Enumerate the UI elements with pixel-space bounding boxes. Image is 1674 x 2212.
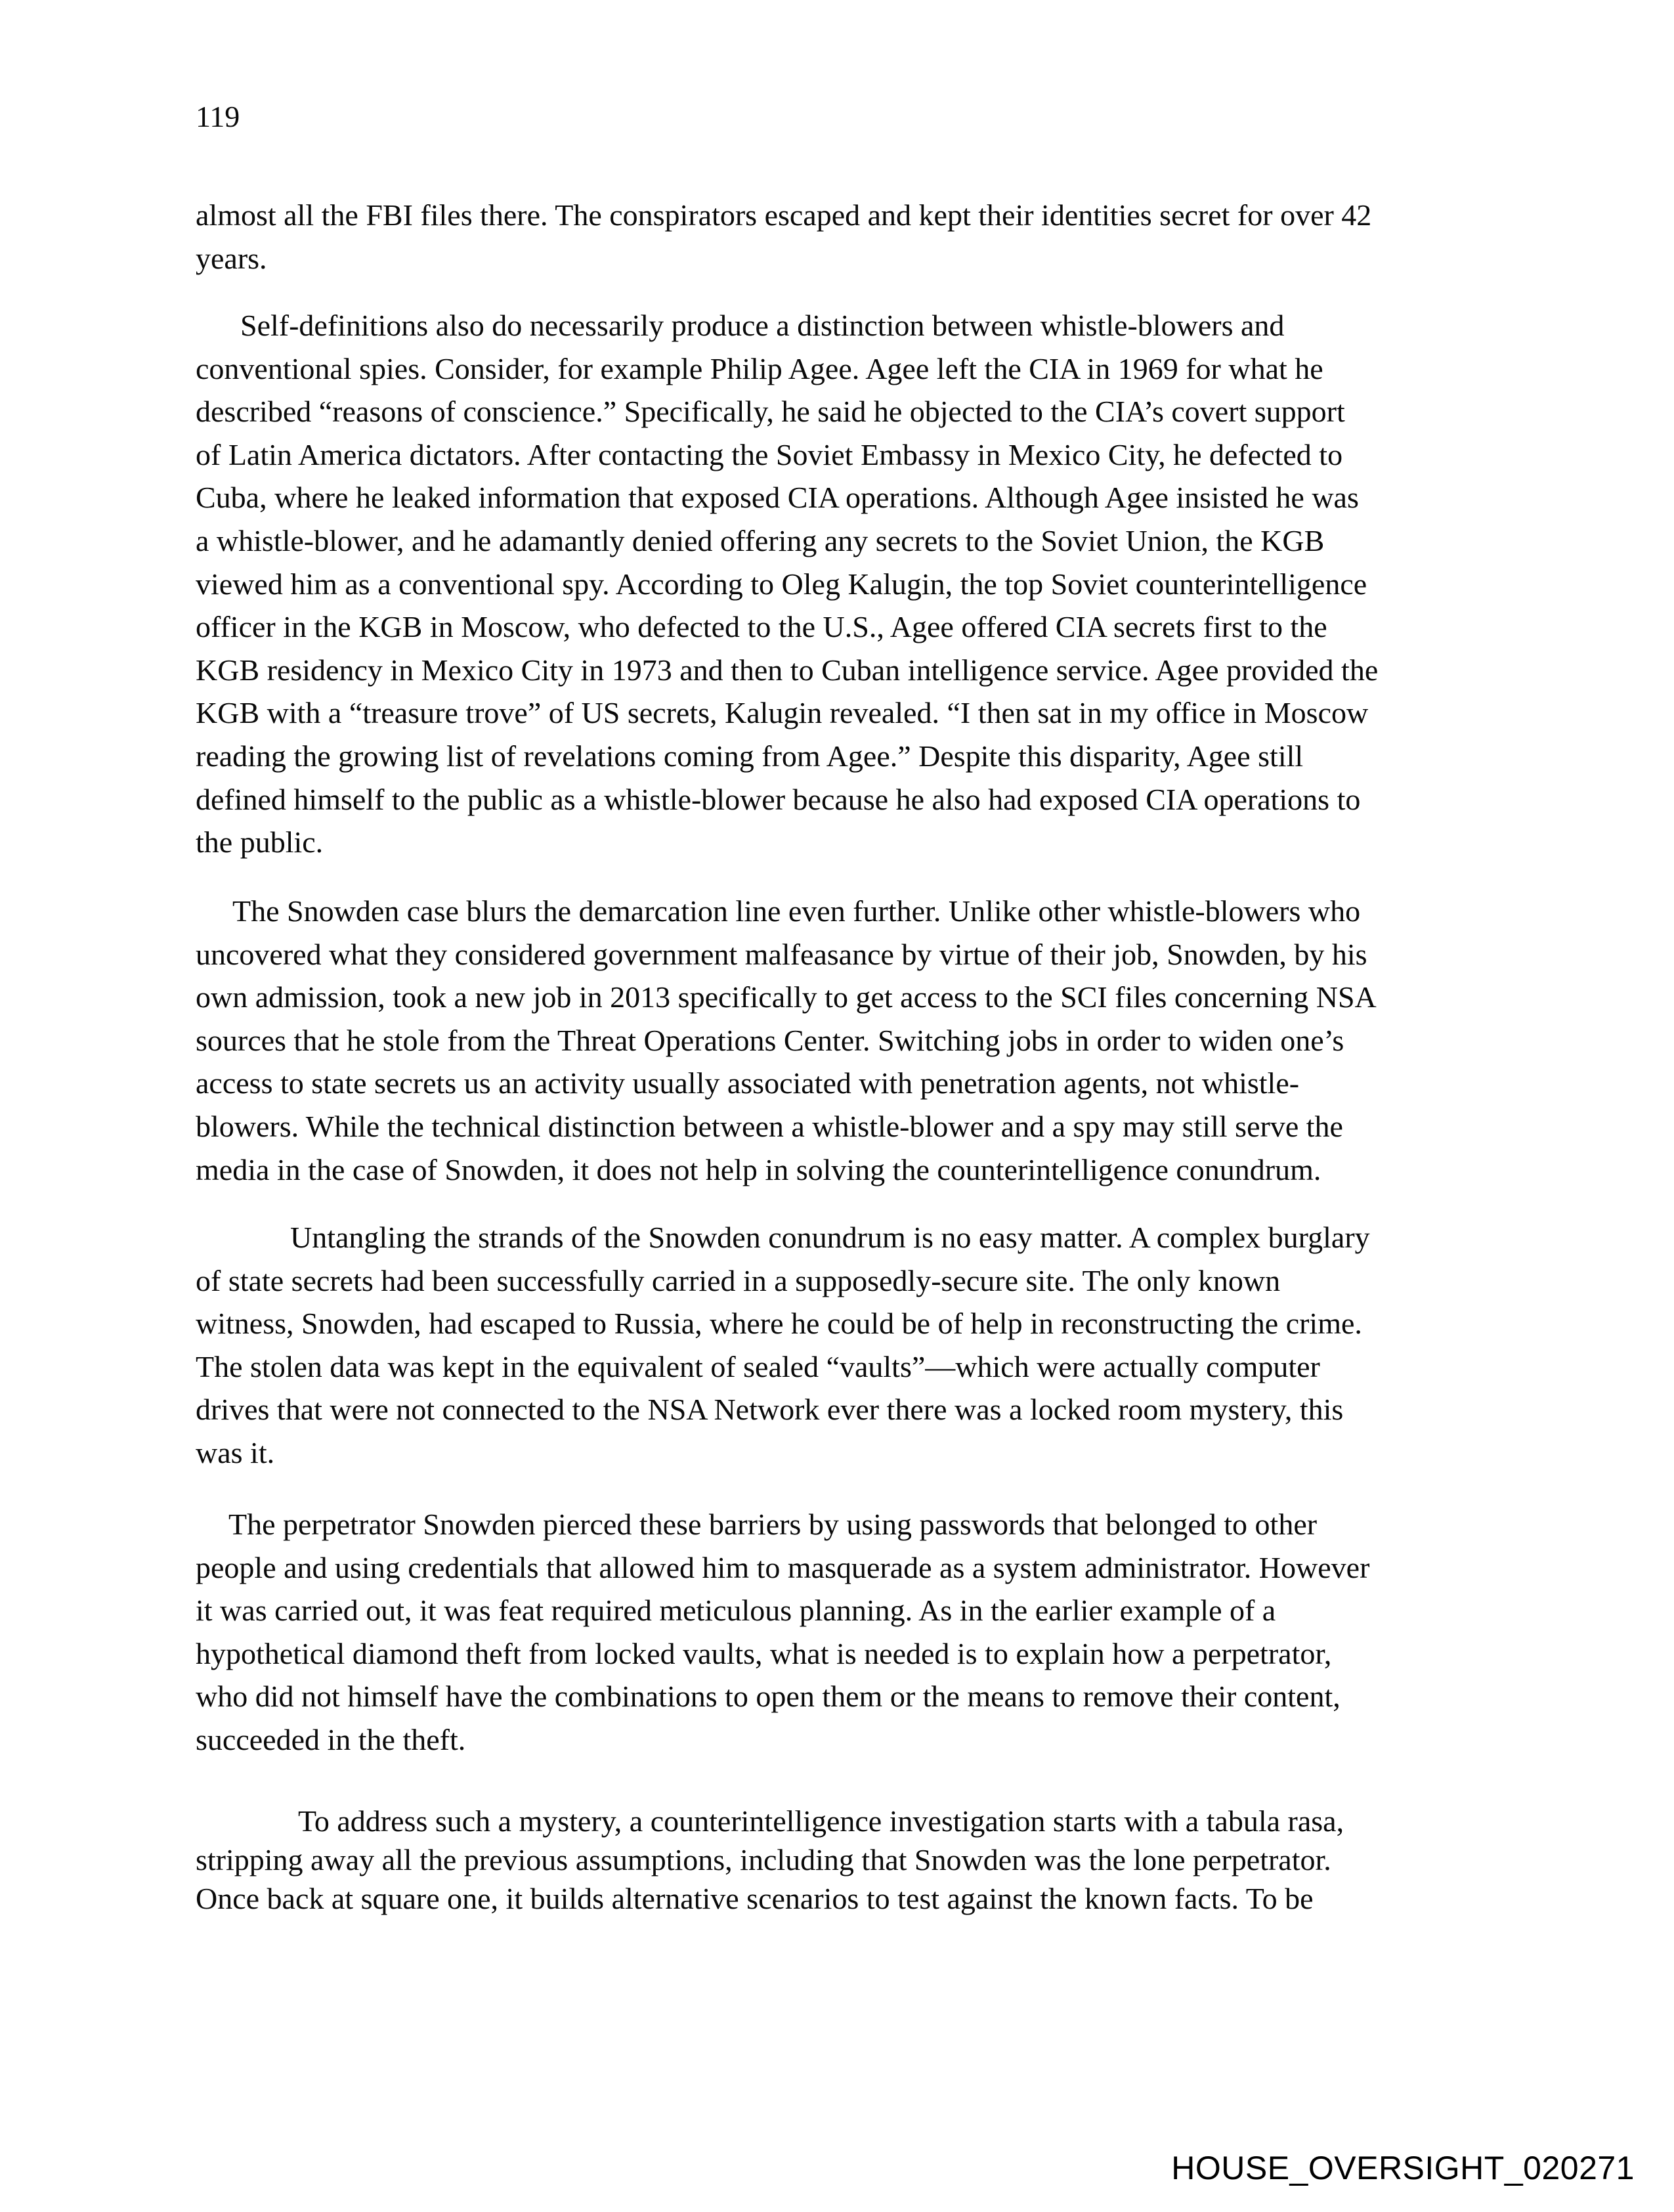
text-line: officer in the KGB in Moscow, who defected to the U.S., Agee offered CIA secrets first to the bbox=[196, 610, 1327, 644]
document-bates-id: HOUSE_OVERSIGHT_020271 bbox=[1171, 2150, 1635, 2186]
text-line: the public. bbox=[196, 825, 324, 859]
text-line: drives that were not connected to the NSA Network ever there was a locked room mystery, this bbox=[196, 1393, 1344, 1427]
paragraph-tabula-rasa bbox=[196, 1802, 1509, 1918]
text-line: witness, Snowden, had escaped to Russia, where he could be of help in reconstructing the crime. bbox=[196, 1307, 1362, 1341]
text-line: stripping away all the previous assumptions, including that Snowden was the lone perpetrator. bbox=[196, 1843, 1331, 1876]
text-line: uncovered what they considered government malfeasance by virtue of their job, Snowden, by his bbox=[196, 937, 1367, 971]
text-line: viewed him as a conventional spy. According to Oleg Kalugin, the top Soviet counterintelligence bbox=[196, 567, 1367, 601]
text-line: The stolen data was kept in the equivalent of sealed “vaults”—which were actually computer bbox=[196, 1349, 1320, 1383]
text-line: who did not himself have the combinations to open them or the means to remove their content, bbox=[196, 1680, 1341, 1714]
text-line: hypothetical diamond theft from locked vaults, what is needed is to explain how a perpetrator, bbox=[196, 1636, 1332, 1670]
text-line: sources that he stole from the Threat Operations Center. Switching jobs in order to widen one’s bbox=[196, 1023, 1344, 1057]
paragraph-snowden-case bbox=[196, 890, 1509, 1191]
paragraph-self-definitions bbox=[196, 304, 1509, 864]
paragraph-untangling bbox=[196, 1216, 1509, 1475]
text-line: it was carried out, it was feat required meticulous planning. As in the earlier example of a bbox=[196, 1594, 1276, 1628]
page-number: 119 bbox=[196, 100, 240, 133]
text-line: access to state secrets us an activity usually associated with penetration agents, not whistle- bbox=[196, 1066, 1300, 1100]
text-line: To address such a mystery, a counterintelligence investigation starts with a tabula rasa, bbox=[298, 1804, 1344, 1838]
text-line: described “reasons of conscience.” Specifically, he said he objected to the CIA’s covert support bbox=[196, 395, 1345, 429]
text-line: Cuba, where he leaked information that exposed CIA operations. Although Agee insisted he was bbox=[196, 481, 1359, 515]
text-line: The perpetrator Snowden pierced these barriers by using passwords that belonged to other bbox=[228, 1507, 1318, 1541]
text-line: Self-definitions also do necessarily produce a distinction between whistle-blowers and bbox=[240, 309, 1285, 342]
text-line: blowers. While the technical distinction between a whistle-blower and a spy may still serve the bbox=[196, 1109, 1343, 1143]
text-line: conventional spies. Consider, for example Philip Agee. Agee left the CIA in 1969 for what he bbox=[196, 351, 1323, 385]
text-line: Once back at square one, it builds alternative scenarios to test against the known facts. To be bbox=[196, 1882, 1314, 1915]
text-line: succeeded in the theft. bbox=[196, 1722, 466, 1756]
text-line: KGB with a “treasure trove” of US secrets, Kalugin revealed. “I then sat in my office in Moscow bbox=[196, 696, 1369, 730]
text-line: The Snowden case blurs the demarcation line even further. Unlike other whistle-blowers who bbox=[232, 894, 1361, 928]
text-line: defined himself to the public as a whistle-blower because he also had exposed CIA operations to bbox=[196, 782, 1361, 816]
text-line: media in the case of Snowden, it does not help in solving the counterintelligence conundrum. bbox=[196, 1152, 1321, 1186]
paragraph-perpetrator bbox=[196, 1503, 1509, 1762]
text-line: a whistle-blower, and he adamantly denied offering any secrets to the Soviet Union, the KGB bbox=[196, 523, 1325, 557]
text-line: KGB residency in Mexico City in 1973 and then to Cuban intelligence service. Agee provided the bbox=[196, 653, 1379, 687]
text-line: own admission, took a new job in 2013 specifically to get access to the SCI files concerning NSA bbox=[196, 980, 1377, 1014]
text-line: reading the growing list of revelations coming from Agee.” Despite this disparity, Agee still bbox=[196, 739, 1304, 773]
text-line: years. bbox=[196, 241, 267, 275]
text-line: people and using credentials that allowed him to masquerade as a system administrator. However bbox=[196, 1550, 1370, 1584]
text-line: of Latin America dictators. After contacting the Soviet Embassy in Mexico City, he defected to bbox=[196, 437, 1343, 471]
text-line: almost all the FBI files there. The conspirators escaped and kept their identities secret for over 42 bbox=[196, 198, 1372, 232]
text-line: Untangling the strands of the Snowden conundrum is no easy matter. A complex burglary bbox=[290, 1221, 1370, 1254]
text-line: of state secrets had been successfully carried in a supposedly-secure site. The only known bbox=[196, 1263, 1281, 1297]
text-line: was it. bbox=[196, 1435, 275, 1469]
paragraph-fbi-files-continuation bbox=[196, 194, 1509, 280]
